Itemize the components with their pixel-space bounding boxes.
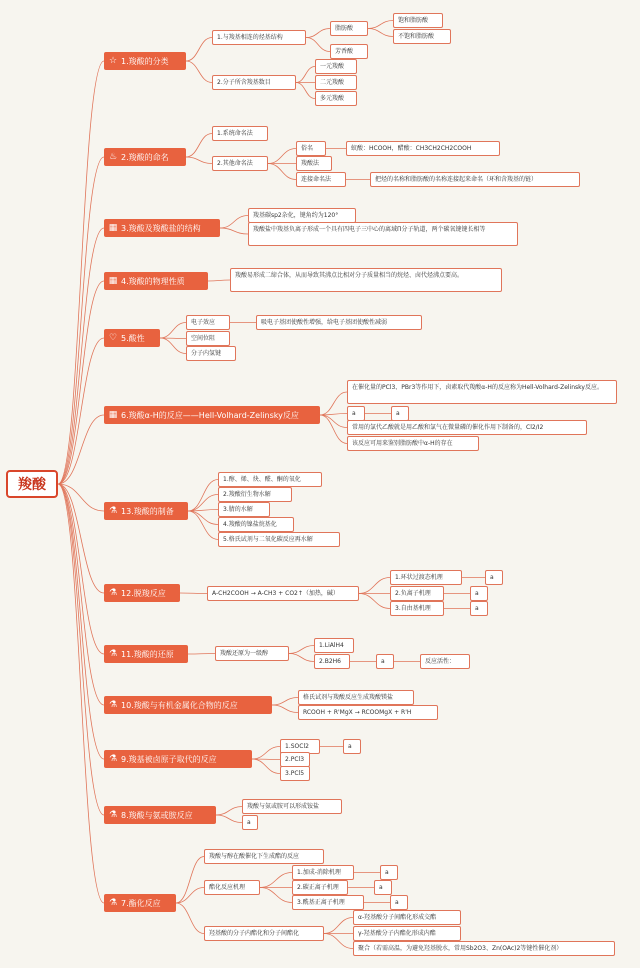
branch-title: 10.羧酸与有机金属化合物的反应 [121,700,238,710]
b3-node-1[interactable]: 羧基碳sp2杂化，键角约为120° [248,208,356,223]
branch-3-structure[interactable] [104,219,220,237]
connector-branch-9-halogen-substitution-b9-node-2 [252,759,280,760]
connector-branch-1-classification-b1-node-1 [186,38,212,62]
book-icon: ▦ [108,410,118,420]
connector-b12-node-1-b12-node-1a [359,578,390,594]
b6-node-5[interactable]: 该反应可用来鉴别脂肪酸中α-H的存在 [347,436,479,451]
b5-node-1[interactable]: 电子效应 [186,315,230,330]
b10-node-2[interactable]: RCOOH + R'MgX → RCOOMgX + R'H [298,705,438,720]
b2-node-1[interactable]: 1.系统命名法 [212,126,268,141]
connector-branch-6-alpha-h-reaction-b6-node-4 [320,415,347,428]
b12-node-1[interactable]: A-CH2COOH → A-CH3 + CO2↑（加热，碱） [207,586,359,601]
b7-node-2a1[interactable]: a [380,865,398,880]
b1-node-2b[interactable]: 二元羧酸 [315,75,357,90]
connector-b2-node-2-b2-node-2a [268,149,296,164]
branch-4-physical-properties[interactable] [104,272,208,290]
branch-9-halogen-substitution[interactable] [104,750,252,768]
b7-node-2c[interactable]: 3.酰基正离子机理 [292,895,364,910]
connector-root-node-branch-7-esterification [58,484,104,903]
connector-branch-13-preparation-b13-node-3 [188,510,218,512]
connector-branch-8-amine-reaction-b8-node-2 [216,815,242,823]
branch-title: 11.羧酸的还原 [121,649,174,659]
b2-node-2a1[interactable]: 蚁酸：HCOOH，醋酸：CH3CH2CH2COOH [346,141,500,156]
connector-b1-node-1-b1-node-1b [306,38,330,52]
b12-node-1a[interactable]: 1.环状过渡态机理 [390,570,462,585]
b1-node-1[interactable]: 1.与羧基相连的烃基结构 [212,30,306,45]
connector-branch-6-alpha-h-reaction-b6-node-2 [320,414,347,416]
connector-branch-3-structure-b3-node-1 [220,216,248,229]
b13-node-2[interactable]: 2.羧酸衍生物水解 [218,487,292,502]
b13-node-1[interactable]: 1.醇、烯、炔、醛、酮的氧化 [218,472,322,487]
connector-branch-2-naming-b2-node-1 [186,134,212,158]
connector-branch-13-preparation-b13-node-5 [188,511,218,540]
connector-b2-node-2-b2-node-2c [268,164,296,180]
connector-root-node-branch-6-alpha-h-reaction [58,415,104,484]
flask-icon: ⚗ [108,649,118,659]
connector-branch-13-preparation-b13-node-2 [188,495,218,512]
b7-node-2a[interactable]: 1.加成-消除机理 [292,865,354,880]
b12-node-1c[interactable]: 3.自由基机理 [390,601,444,616]
connector-root-node-branch-5-acidity [58,338,104,484]
connector-root-node-branch-12-decarboxylation [58,484,104,593]
branch-title: 12.脱羧反应 [121,588,166,598]
b11-node-1b2[interactable]: 反应活性： [420,654,470,669]
connector-root-node-branch-13-preparation [58,484,104,511]
branch-title: 6.羧酸α-H的反应——Hell-Volhard-Zelinsky反应 [121,410,299,420]
connector-b1-node-2-b1-node-2a [296,67,315,83]
branch-8-amine-reaction[interactable] [104,806,216,824]
b6-node-2[interactable]: a [347,406,365,421]
connector-b7-node-2-b7-node-2c [260,888,292,903]
b7-node-3c[interactable]: 聚合（若需高温，为避免羟基脱水，常用Sb2O3、Zn(OAc)2等键性催化剂） [353,941,615,956]
b2-node-2c1[interactable]: 把烃的名称和脂肪酸的名称连接起来命名（环和含羧基的链） [370,172,580,187]
flask-icon: ⚗ [108,754,118,764]
connector-branch-5-acidity-b5-node-2 [160,338,186,339]
b9-node-1a[interactable]: a [343,739,361,754]
connector-branch-13-preparation-b13-node-1 [188,480,218,512]
b12-node-1a1[interactable]: a [485,570,503,585]
b7-node-2c1[interactable]: a [390,895,408,910]
b13-node-3[interactable]: 3.腈的水解 [218,502,270,517]
b9-node-3[interactable]: 3.PCl5 [280,766,310,781]
book-icon: ▦ [108,276,118,286]
b7-node-2b[interactable]: 2.碳正离子机理 [292,880,348,895]
b11-node-1b[interactable]: 2.B2H6 [314,654,350,669]
connector-branch-9-halogen-substitution-b9-node-3 [252,759,280,774]
connector-root-node-branch-4-physical-properties [58,281,104,484]
b3-node-2[interactable]: 羧酸盐中羧基负离子形成一个具有四电子三中心的离域Π分子轨道，两个碳氧键键长相等 [248,222,518,246]
branch-7-esterification[interactable] [104,894,176,912]
b6-node-1[interactable]: 在催化量的PCl3、PBr3等作用下，卤素取代羧酸α-H的反应称为Hell-Volhard-Zelinsky反应。 [347,380,617,404]
b7-node-3[interactable]: 羟基酸的分子内酯化和分子间酯化 [204,926,324,941]
b6-node-3[interactable]: a [391,406,409,421]
b7-node-3b[interactable]: γ-羟基酸分子内酯化形成内酯 [353,926,461,941]
b7-node-3a[interactable]: α-羟基酸分子间酯化形成交酯 [353,910,461,925]
connector-b7-node-2-b7-node-2a [260,873,292,888]
b5-node-3[interactable]: 分子内氢键 [186,346,236,361]
connector-branch-5-acidity-b5-node-1 [160,323,186,339]
b12-node-1b1[interactable]: a [470,586,488,601]
root-node[interactable]: 羧酸 [6,470,58,498]
b7-node-2b1[interactable]: a [374,880,392,895]
connector-branch-11-reduction-b11-node-1 [188,654,215,655]
branch-title: 8.羧酸与氨或胺反应 [121,810,193,820]
branch-title: 5.酸性 [121,333,145,343]
b1-node-1a2[interactable]: 不饱和脂肪酸 [393,29,451,44]
connector-branch-10-organometallic-b10-node-2 [272,705,298,713]
connector-branch-2-naming-b2-node-2 [186,157,212,164]
connector-branch-6-alpha-h-reaction-b6-node-5 [320,415,347,444]
connector-b1-node-1-b1-node-1a [306,29,330,38]
connector-root-node-branch-9-halogen-substitution [58,484,104,759]
b12-node-1b[interactable]: 2.负离子机理 [390,586,444,601]
branch-title: 7.酯化反应 [121,898,161,908]
flask-icon: ⚗ [108,700,118,710]
b1-node-1a[interactable]: 脂肪酸 [330,21,368,36]
connector-b12-node-1-b12-node-1c [359,594,390,609]
b11-node-1a[interactable]: 1.LiAlH4 [314,638,354,653]
b10-node-1[interactable]: 格氏试剂与羧酸反应生成羧酸镁盐 [298,690,414,705]
b5-node-2[interactable]: 空间位阻 [186,331,230,346]
branch-title: 4.羧酸的物理性质 [121,276,185,286]
connector-b1-node-2-b1-node-2c [296,83,315,99]
connector-b1-node-1a-b1-node-1a2 [368,29,393,37]
b1-node-1b[interactable]: 芳香酸 [330,44,368,59]
b2-node-2[interactable]: 2.其他命名法 [212,156,268,171]
b8-node-2[interactable]: a [242,815,258,830]
b2-node-2c[interactable]: 连接命名法 [296,172,346,187]
connector-root-node-branch-1-classification [58,61,104,484]
b1-node-2a[interactable]: 一元羧酸 [315,59,357,74]
b2-node-2b[interactable]: 羧酸法 [296,156,332,171]
connector-b1-node-1a-b1-node-1a1 [368,21,393,29]
branch-1-classification[interactable] [104,52,186,70]
connector-root-node-branch-2-naming [58,157,104,484]
fire-icon: ♨ [108,152,118,162]
connector-branch-13-preparation-b13-node-4 [188,511,218,525]
connector-b11-node-1-b11-node-1b [289,654,314,662]
b1-node-2[interactable]: 2.分子所含羧基数目 [212,75,296,90]
b1-node-1a1[interactable]: 饱和脂肪酸 [393,13,443,28]
connector-b7-node-3-b7-node-3c [324,934,353,949]
branch-11-reduction[interactable] [104,645,188,663]
branch-title: 1.羧酸的分类 [121,56,169,66]
b13-node-4[interactable]: 4.羧酸的镍盐烷基化 [218,517,294,532]
connector-branch-6-alpha-h-reaction-b6-node-1 [320,392,347,415]
connector-branch-3-structure-b3-node-2 [220,228,248,234]
connector-branch-7-esterification-b7-node-3 [176,903,204,934]
connector-branch-8-amine-reaction-b8-node-1 [216,807,242,816]
connector-root-node-branch-10-organometallic [58,484,104,705]
connector-branch-9-halogen-substitution-b9-node-1 [252,747,280,760]
branch-5-acidity[interactable] [104,329,160,347]
b1-node-2c[interactable]: 多元羧酸 [315,91,357,106]
b7-node-1[interactable]: 羧酸与醇在酸催化下生成酯的反应 [204,849,324,864]
b8-node-1[interactable]: 羧酸与氨或胺可以形成铵盐 [242,799,342,814]
star-icon: ☆ [108,56,118,66]
connector-root-node-branch-3-structure [58,228,104,484]
branch-13-preparation[interactable] [104,502,188,520]
b7-node-2[interactable]: 酯化反应机理 [204,880,260,895]
b2-node-2a[interactable]: 俗名 [296,141,326,156]
connector-branch-4-physical-properties-b4-node-1 [208,280,230,281]
flask-icon: ⚗ [108,506,118,516]
branch-title: 3.羧酸及羧酸盐的结构 [121,223,201,233]
b4-node-1[interactable]: 羧酸易形成二缔合体，从而导致其沸点比相对分子质量相当的烷烃、卤代烃沸点要高。 [230,268,502,292]
connector-b11-node-1-b11-node-1a [289,646,314,654]
connector-branch-5-acidity-b5-node-3 [160,338,186,354]
b5-node-1a[interactable]: 吸电子基团使酸性增强，给电子基团使酸性减弱 [256,315,422,330]
connector-root-node-branch-11-reduction [58,484,104,654]
branch-title: 2.羧酸的命名 [121,152,169,162]
branch-title: 9.羧基被卤原子取代的反应 [121,754,217,764]
flask-icon: ⚗ [108,588,118,598]
branch-12-decarboxylation[interactable] [104,584,180,602]
branch-10-organometallic[interactable] [104,696,272,714]
branch-6-alpha-h-reaction[interactable] [104,406,320,424]
connector-branch-10-organometallic-b10-node-1 [272,698,298,706]
b11-node-1[interactable]: 羧酸还原为一级醇 [215,646,289,661]
connector-branch-7-esterification-b7-node-2 [176,888,204,904]
b11-node-1b1[interactable]: a [376,654,394,669]
book-icon: ▦ [108,223,118,233]
connector-branch-1-classification-b1-node-2 [186,61,212,83]
branch-2-naming[interactable] [104,148,186,166]
connector-branch-12-decarboxylation-b12-node-1 [180,593,207,594]
b9-node-2[interactable]: 2.PCl3 [280,752,310,767]
flask-icon: ⚗ [108,810,118,820]
b9-node-1[interactable]: 1.SOCl2 [280,739,320,754]
b6-node-4[interactable]: 常用的氯代乙酸就是用乙酸和氯气在微量磷的催化作用下制备的，Cl2/I2 [347,420,587,435]
connector-b7-node-3-b7-node-3a [324,918,353,934]
heart-icon: ♡ [108,333,118,343]
b13-node-5[interactable]: 5.格氏试剂与二氧化碳反应再水解 [218,532,340,547]
b12-node-1c1[interactable]: a [470,601,488,616]
branch-title: 13.羧酸的制备 [121,506,174,516]
connector-branch-7-esterification-b7-node-1 [176,857,204,904]
flask-icon: ⚗ [108,898,118,908]
connector-root-node-branch-8-amine-reaction [58,484,104,815]
